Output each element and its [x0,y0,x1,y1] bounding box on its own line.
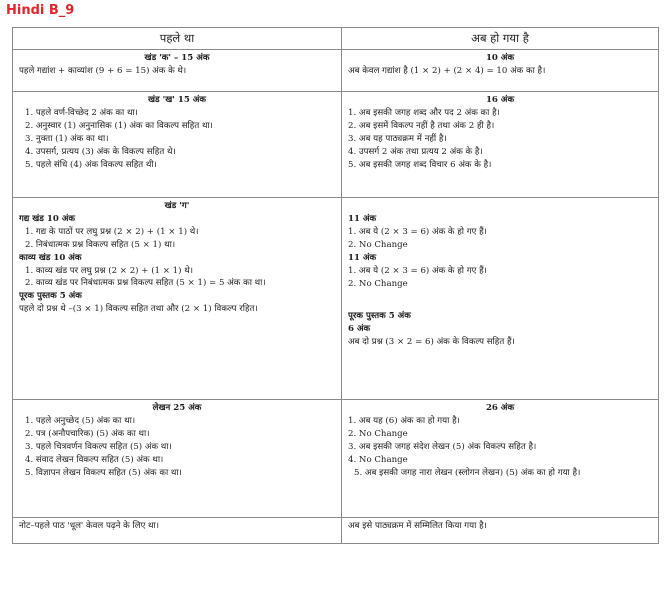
list-item: 1. अब ये (2 × 3 = 6) अंक के हो गए हैं। [348,265,487,276]
after-kavya-heading: 11 अंक [348,252,377,263]
section-ka-after-text: अब केवल गद्यांश है (1 × 2) + (2 × 4) = 10 अंक का है। [348,65,546,76]
note-after [342,518,659,544]
section-lekhan-after-heading: 26 अंक [485,403,515,413]
note-after-text: अब इसे पाठ्यक्रम में सम्मिलित किया गया है। [348,521,487,531]
list-item: 2. No Change [348,278,408,289]
list-item: 3. नुक्ता (1) अंक का था। [25,133,109,144]
note-row [13,518,659,544]
list-item: 1. पहले वर्ण-विच्छेद 2 अंक का था। [25,107,138,118]
gadya-heading: गद्य खंड 10 अंक [19,213,75,224]
kavya-heading: काव्य खंड 10 अंक [19,252,82,263]
header-after: अब हो गया है [342,28,659,50]
section-ka-row [13,50,659,92]
after-purak-text: अब दो प्रश्न (3 × 2 = 6) अंक के विकल्प सहित हैं। [348,337,515,348]
document-title: Hindi B_9 [6,3,75,18]
section-kha-heading: खंड 'ख' 15 अंक [147,95,207,105]
section-ga-row [13,198,659,400]
list-item: 2. काव्य खंड पर निबंधात्मक प्रश्न विकल्प सहित (5 × 1) = 5 अंक का था। [25,278,266,289]
section-ka-before [13,50,342,92]
list-item: 5. विज्ञापन लेखन विकल्प सहित (5) अंक का था। [25,467,182,478]
list-item: 4. संवाद लेखन विकल्प सहित (5) अंक था। [25,454,164,465]
after-purak-sub: 6 अंक [348,324,371,335]
section-ka-heading: खंड 'क' – 15 अंक [144,53,210,63]
list-item: 3. अब यह पाठ्यक्रम में नहीं है। [348,133,447,144]
section-lekhan-row [13,400,659,518]
list-item: 1. अब ये (2 × 3 = 6) अंक के हो गए हैं। [348,226,487,237]
list-item: 2. No Change [348,239,408,250]
section-ga-after [342,198,659,400]
section-ga-before [13,198,342,400]
list-item: 1. पहले अनुच्छेद (5) अंक का था। [25,415,136,426]
list-item: 2. No Change [348,428,408,439]
list-item: 5. अब इसकी जगह शब्द विचार 6 अंक के है। [348,159,492,170]
section-kha-row [13,92,659,198]
note-before-text: नोट–पहले पाठ 'धूल' केवल पढ़ने के लिए था। [19,521,160,531]
list-item: 4. उपसर्ग 2 अंक तथा प्रत्यय 2 अंक के है। [348,146,483,157]
list-item: 1. काव्य खंड पर लघु प्रश्न (2 × 2) + (1 × 1) थे। [25,265,193,276]
comparison-table [12,27,659,544]
section-lekhan-heading: लेखन 25 अंक [152,403,202,413]
section-kha-after-heading: 16 अंक [485,95,515,105]
section-lekhan-before [13,400,342,518]
section-lekhan-after [342,400,659,518]
header-row [13,28,659,50]
purak-heading: पूरक पुस्तक 5 अंक [19,291,82,302]
list-item: 1. अब यह (6) अंक का हो गया है। [348,415,460,426]
list-item: 1. गद्य के पाठों पर लघु प्रश्न (2 × 2) + (1 × 1) थे। [25,226,199,237]
list-item: 3. अब इसकी जगह संदेश लेखन (5) अंक विकल्प सहित है। [348,441,537,452]
section-ka-after-heading: 10 अंक [485,53,515,63]
list-item: 4. उपसर्ग, प्रत्यय (3) अंक के विकल्प सहित थे। [25,146,176,157]
list-item: 5. पहले संधि (4) अंक विकल्प सहित थी। [25,159,157,170]
section-ga-heading: खंड 'ग' [164,201,190,211]
section-kha-before [13,92,342,198]
after-gadya-heading: 11 अंक [348,214,377,224]
section-ka-after [342,50,659,92]
list-item: 5. अब इसकी जगह नारा लेखन (स्लोगन लेखन) (5) अंक का हो गया है। [354,467,581,478]
list-item: 2. पत्र (अनौपचारिक) (5) अंक का था। [25,428,150,439]
section-kha-after [342,92,659,198]
purak-text: पहले दो प्रश्न थे –(3 × 1) विकल्प सहित तथा और (2 × 1) विकल्प रहित। [19,304,258,315]
list-item: 2. अनुस्वार (1) अनुनासिक (1) अंक का विकल्प सहित था। [25,120,213,131]
list-item: 2. अब इसमें विकल्प नहीं है तथा अंक 2 ही है। [348,120,495,131]
list-item: 1. अब इसकी जगह शब्द और पद 2 अंक का है। [348,107,500,118]
list-item: 3. पहले चित्रवर्णन विकल्प सहित (5) अंक था। [25,441,172,452]
section-ka-text: पहले गद्यांश + काव्यांश (9 + 6 = 15) अंक के थे। [19,65,187,76]
list-item: 4. No Change [348,454,408,465]
list-item: 2. निबंधात्मक प्रश्न विकल्प सहित (5 × 1) था। [25,239,176,250]
header-before: पहले था [13,28,342,50]
note-before [13,518,342,544]
after-purak-heading: पूरक पुस्तक 5 अंक [348,311,411,322]
